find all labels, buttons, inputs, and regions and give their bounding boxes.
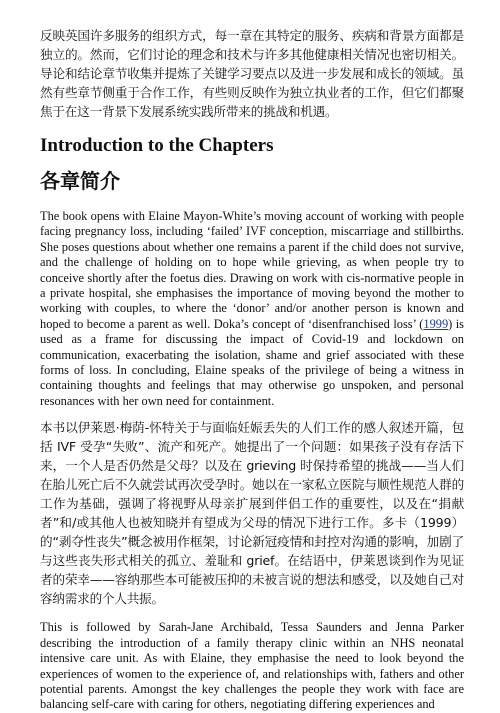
document-page — [40, 26, 464, 713]
section-heading-en: Introduction to the Chapters — [40, 135, 274, 156]
chapter-paragraph-en-2: This is followed by Sarah-Jane Archibald, Tessa Saunders and Jenna Parker describing the introduction of a family therapy clinic within an NHS neonatal intensive care unit. As with Elaine, they emphasise the need to look beyond the experiences of women to the experience of, and relationships with, fathers and other potential parents. Amongst the key challenges the people they work with face are balancing self-care with caring for others, negotiating differing experiences and — [40, 620, 464, 712]
section-heading-zh: 各章简介 — [40, 169, 120, 193]
paragraph-text: The book opens with Elaine Mayon-White’s moving account of working with people facing pregnancy loss, including ‘failed’ IVF conception, miscarriage and stillbirths. She poses questions about whether one remains a parent if the child does not survive, and the challenge of holding on to hope while grieving, as when people try to conceive shortly after the foetus dies. Drawing on work with cis-normative people in a private hospital, she emphasises the importance of moving beyond the mother to working with couples, to where the ‘donor’ and/or another person is known and hoped to become a parent as well. Doka’s concept of ‘disenfranchised loss’ ( — [40, 209, 464, 331]
paragraph-text: ) is used as a frame for discussing the impact of Covid-19 and lockdown on communication, exacerbating the isolation, shame and grief associated with these forms of loss. In concluding, Elaine speaks of the privilege of being a witness in containing thoughts and feelings that may otherwise go unspoken, and personal resonances with her own need for containment. — [40, 316, 464, 408]
chapter-paragraph-en-1 — [40, 209, 464, 409]
citation-link[interactable]: 1999 — [423, 316, 449, 331]
intro-paragraph-zh: 反映英国许多服务的组织方式，每一章在其特定的服务、疾病和背景方面都是独立的。然而，它们讨论的理念和技术与许多其他健康相关情况也密切相关。导论和结论章节收集并提炼了关键学习要点以及进一步发展和成长的领域。虽然有些章节侧重于合作工作，有些则反映作为独立执业者的工作，但它们都聚焦于在这一背景下发展系统实践所带来的挑战和机遇。 — [40, 28, 464, 119]
chapter-paragraph-zh-1: 本书以伊莱恩·梅荫-怀特关于与面临妊娠丢失的人们工作的感人叙述开篇，包括 IVF 受孕“失败”、流产和死产。她提出了一个问题：如果孩子没有存活下来，一个人是否仍然是父母？以及在 grieving 时保持希望的挑战——当人们在胎儿死亡后不久就尝试再次受孕时。她以在一家私立医院与顺性规范人群的工作为基础，强调了将视野从母亲扩展到伴侣工作的重要性，以及在“捐献者”和/或其他人也被知晓并有望成为父母的情况下进行工作。多卡（1999）的“剥夺性丧失”概念被用作框架，讨论新冠疫情和封控对沟通的影响，加剧了与这些丧失形式相关的孤立、羞耻和 grief。在结语中，伊莱恩谈到作为见证者的荣幸——容纳那些本可能被压抑的未被言说的想法和感受，以及她自己对容纳需求的个人共振。 — [40, 420, 464, 607]
